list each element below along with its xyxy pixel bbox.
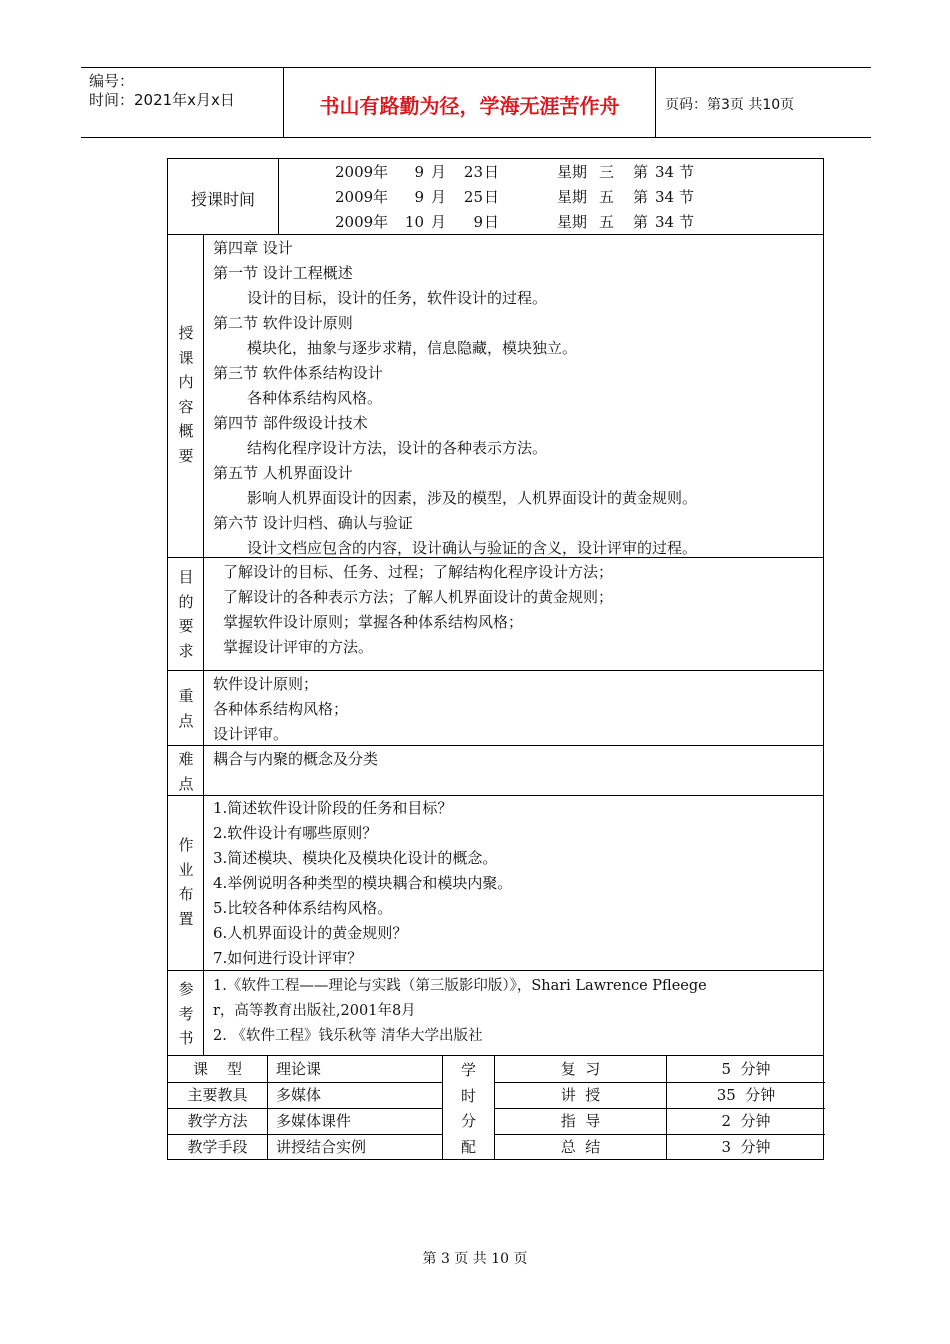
schedule-cell: 第 — [633, 213, 649, 231]
label-char: 配 — [460, 1137, 476, 1156]
label-char: 要 — [178, 617, 194, 635]
schedule-cell: 第 — [633, 188, 649, 206]
content-line: 各种体系结构风格； — [213, 700, 349, 718]
content-line: 了解设计的目标、任务、过程；了解结构化程序设计方法； — [223, 563, 614, 581]
course-info-value: 多媒体 — [276, 1086, 322, 1104]
content-line: 模块化，抽象与逐步求精，信息隐藏，模块独立。 — [247, 339, 578, 357]
course-info-value: 讲授结合实例 — [276, 1138, 367, 1156]
schedule-cell: 月 — [431, 213, 447, 231]
allocation-item: 指 导 — [560, 1112, 601, 1130]
motto: 书山有路勤为径，学海无涯苦作舟 — [319, 94, 620, 118]
schedule-cell: 9 — [473, 213, 483, 231]
allocation-minutes: 5 分钟 — [721, 1060, 771, 1078]
label-char: 置 — [178, 909, 194, 928]
references-label — [168, 977, 204, 1051]
page-info: 页码：第3页 共10页 — [665, 97, 795, 113]
content-line: 各种体系结构风格。 — [247, 389, 383, 407]
content-line: 结构化程序设计方法，设计的各种表示方法。 — [247, 439, 548, 457]
homework-label-cell — [168, 796, 204, 970]
document-header — [81, 67, 871, 138]
content-line: 第一节 设计工程概述 — [213, 264, 353, 282]
schedule-cell: 月 — [431, 188, 447, 206]
content-line: 第五节 人机界面设计 — [213, 464, 353, 482]
homework-row — [168, 796, 823, 971]
schedule-cell: 日 — [484, 163, 500, 181]
label-char: 点 — [178, 711, 194, 730]
schedule-cell: 月 — [431, 163, 447, 181]
content-line: 第四节 部件级设计技术 — [213, 414, 368, 432]
objectives-content — [223, 560, 817, 660]
schedule-cell: 三 — [599, 163, 615, 181]
label-char: 书 — [178, 1029, 194, 1047]
references-content — [213, 974, 817, 1049]
label-char: 要 — [178, 446, 194, 465]
schedule-cell: 9 — [414, 163, 424, 181]
schedule-cell: 34 — [655, 213, 675, 231]
references-label-cell — [168, 971, 204, 1055]
header-meta — [89, 72, 235, 110]
schedule-cell: 9 — [414, 188, 424, 206]
schedule-cell: 星期 — [557, 163, 588, 181]
objectives-label — [168, 565, 204, 663]
label-char: 课 — [178, 348, 194, 367]
course-info-label: 教学手段 — [187, 1138, 248, 1156]
schedule-cell: 五 — [599, 213, 615, 231]
schedule-cell: 星期 — [557, 188, 588, 206]
label-char: 分 — [460, 1112, 476, 1130]
content-line: 第二节 软件设计原则 — [213, 314, 353, 332]
difficulties-label — [168, 747, 204, 796]
key-points-label — [168, 684, 204, 733]
objectives-row — [168, 558, 823, 671]
time-allocation-label — [443, 1058, 494, 1160]
schedule-cell: 五 — [599, 188, 615, 206]
key-points-row — [168, 671, 823, 746]
objectives-label-cell — [168, 558, 204, 670]
schedule-label: 授课时间 — [190, 190, 255, 209]
allocation-minutes: 2 分钟 — [721, 1112, 771, 1130]
schedule-cell: 节 — [679, 188, 695, 206]
key-points-label-cell — [168, 671, 204, 745]
overview-content — [213, 236, 817, 561]
time-label: 时间：2021年x月x日 — [89, 91, 235, 109]
homework-label — [168, 833, 204, 931]
schedule-cell: 25 — [463, 188, 483, 206]
course-info-value: 理论课 — [276, 1060, 322, 1078]
key-points-content — [213, 672, 817, 747]
homework-content — [213, 796, 817, 971]
overview-row — [168, 235, 823, 558]
content-line: 2. 《软件工程》钱乐秋等 清华大学出版社 — [213, 1028, 483, 1044]
page-footer: 第 3 页 共 10 页 — [422, 1251, 528, 1267]
allocation-minutes: 35 分钟 — [716, 1086, 776, 1104]
schedule-cell: 节 — [679, 163, 695, 181]
content-line: r，高等教育出版社,2001年8月 — [213, 1003, 416, 1019]
references-row — [168, 971, 823, 1056]
allocation-minutes: 3 分钟 — [721, 1138, 771, 1156]
label-char: 考 — [178, 1004, 194, 1023]
schedule-cell: 10 — [404, 213, 424, 231]
label-char: 容 — [178, 397, 194, 416]
content-line: 掌握软件设计原则；掌握各种体系结构风格； — [223, 613, 524, 631]
label-char: 学 — [460, 1061, 476, 1079]
schedule-cell: 星期 — [557, 213, 588, 231]
schedule-cell: 节 — [679, 213, 695, 231]
schedule-cell: 2009年 — [335, 188, 389, 206]
content-line: 1.简述软件设计阶段的任务和目标？ — [213, 799, 453, 817]
content-line: 耦合与内聚的概念及分类 — [213, 750, 379, 768]
label-char: 目 — [178, 568, 194, 586]
content-line: 软件设计原则； — [213, 675, 319, 693]
content-line: 5.比较各种体系结构风格。 — [213, 899, 393, 917]
schedule-cell: 23 — [463, 163, 483, 181]
allocation-item: 总 结 — [560, 1138, 601, 1156]
course-info-label: 主要教具 — [187, 1086, 248, 1104]
course-info-label: 课 型 — [192, 1060, 243, 1078]
label-char: 难 — [178, 750, 194, 768]
content-line: 第六节 设计归档、确认与验证 — [213, 514, 413, 532]
content-line: 第四章 设计 — [213, 239, 293, 257]
schedule-row — [168, 159, 823, 235]
content-line: 2.软件设计有哪些原则？ — [213, 824, 378, 842]
schedule-label-cell — [168, 159, 279, 234]
content-line: 6.人机界面设计的黄金规则？ — [213, 924, 408, 942]
schedule-cell: 日 — [484, 213, 500, 231]
content-line: 设计的目标，设计的任务，软件设计的过程。 — [247, 289, 548, 307]
content-line: 设计评审。 — [213, 725, 289, 743]
allocation-item: 复 习 — [560, 1060, 601, 1078]
schedule-cell: 34 — [655, 163, 675, 181]
label-char: 授 — [178, 324, 194, 342]
label-char: 的 — [178, 592, 194, 611]
schedule-cell: 日 — [484, 188, 500, 206]
difficulties-content — [213, 747, 817, 772]
content-line: 7.如何进行设计评审？ — [213, 949, 363, 967]
schedule-cell: 2009年 — [335, 213, 389, 231]
course-info-value: 多媒体课件 — [276, 1112, 352, 1130]
overview-label-cell — [168, 235, 204, 557]
header-divider — [655, 68, 656, 137]
content-line: 4.举例说明各种类型的模块耦合和模块内聚。 — [213, 874, 513, 892]
content-line: 3.简述模块、模块化及模块化设计的概念。 — [213, 849, 498, 867]
content-line: 第三节 软件体系结构设计 — [213, 364, 383, 382]
label-char: 布 — [178, 885, 194, 903]
content-line: 掌握设计评审的方法。 — [223, 638, 374, 656]
schedule-cell: 34 — [655, 188, 675, 206]
difficulties-label-cell — [168, 746, 204, 795]
label-char: 求 — [178, 641, 194, 660]
content-line: 了解设计的各种表示方法；了解人机界面设计的黄金规则； — [223, 588, 614, 606]
course-info-label: 教学方法 — [187, 1112, 248, 1130]
lesson-plan-table — [167, 158, 824, 1160]
label-char: 点 — [178, 774, 194, 793]
content-line: 设计文档应包含的内容，设计确认与验证的含义，设计评审的过程。 — [247, 539, 698, 557]
label-char: 参 — [178, 980, 194, 998]
overview-label — [168, 321, 204, 468]
content-line: 1.《软件工程——理论与实践（第三版影印版）》，Shari Lawrence Pfleege — [213, 978, 707, 994]
label-char: 时 — [460, 1086, 476, 1105]
schedule-cell: 第 — [633, 163, 649, 181]
label-char: 作 — [178, 836, 194, 854]
code-label: 编号： — [89, 72, 135, 90]
label-char: 业 — [178, 860, 194, 879]
content-line: 影响人机界面设计的因素，涉及的模型，人机界面设计的黄金规则。 — [247, 489, 698, 507]
label-char: 内 — [178, 373, 194, 391]
allocation-item: 讲 授 — [560, 1086, 601, 1104]
schedule-cell: 2009年 — [335, 163, 389, 181]
label-char: 概 — [178, 422, 194, 440]
difficulties-row — [168, 746, 823, 796]
label-char: 重 — [178, 687, 194, 705]
course-info-section — [168, 1056, 823, 1159]
